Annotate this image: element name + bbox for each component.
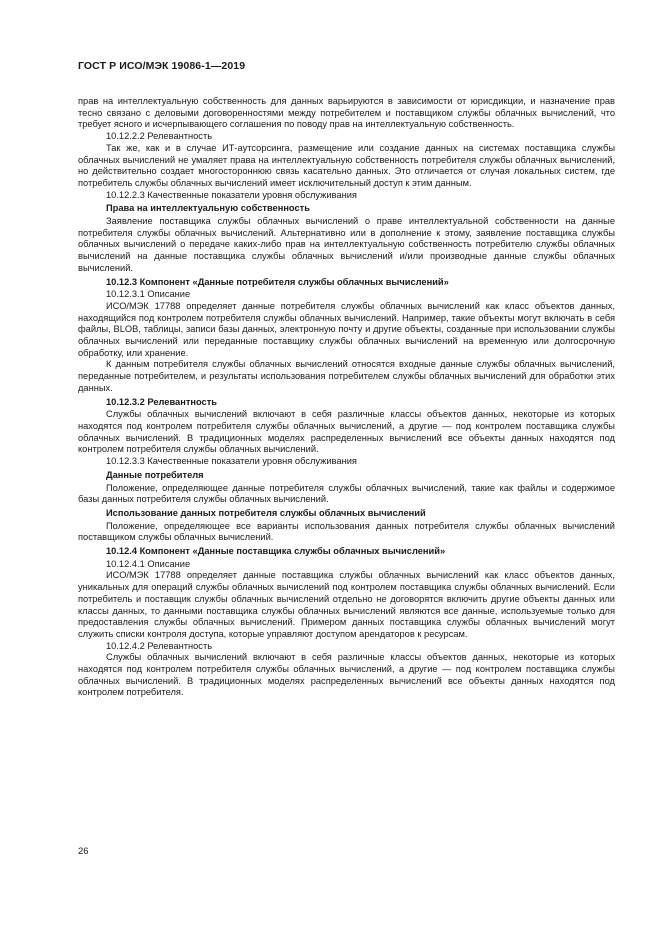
paragraph: Так же, как и в случае ИТ-аутсорсинга, размещение или создание данных на системах поставщика службы облачных вычислений не умаляет права на интеллектуальную собственность потребителя службы облачных вычислений, но действительно создает многостороннюю связь касательно данных. Это отличается от случая локальных систем, где потребитель службы облачных вычислений имеет исключительный доступ к этим данным. [78, 142, 615, 188]
subsection-heading: 10.12.3.1 Описание [106, 289, 191, 300]
section-heading: 10.12.4 Компонент «Данные поставщика службы облачных вычислений» [106, 546, 446, 557]
subsection-heading: 10.12.4.1 Описание [106, 558, 191, 569]
subsection-heading: 10.12.2.2 Релевантность [106, 131, 213, 142]
paragraph: Заявление поставщика службы облачных вычислений о праве интеллектуальной собственности на данные потребителя службы облачных вычислений. Альтернативно или в дополнение к этому, заявление поставщика службы облачных вычислений о передаче каких-либо прав на интеллектуальную собственность потребителю службы облачных вычислений на данные поставщика службы облачных вычислений и/или производные данные службы облачных вычислений. [78, 216, 615, 273]
paragraph: К данным потребителя службы облачных вычислений относятся входные данные службы облачных вычислений, переданные потребителем, и результаты использования потребителем службы облачных вычислений для обработки этих данных. [78, 359, 615, 393]
paragraph: ИСО/МЭК 17788 определяет данные потребителя службы облачных вычислений как класс объектов данных, находящийся под контролем потребителя службы облачных вычислений. Например, такие объекты могут включать в себя файлы, BLOB, таблицы, записи базы данных, электронную почту и другие объекты, созданные при использовании службы облачных вычислений или переданные поставщику службы облачных вычислений на временную или долгосрочную обработку, или хранение. [78, 300, 615, 358]
paragraph: ИСО/МЭК 17788 определяет данные поставщика службы облачных вычислений как класс объектов данных, уникальных для операций службы облачных вычислений под контролем поставщика службы облачных вычислений. Если потребитель и поставщик службы облачных вычислений отдельно не договорятся включить другие объекты данных или классы данных, то данными поставщика службы облачных вычислений являются все данные, используемые только для предоставления службы облачных вычислений. Примером данных поставщика службы облачных вычислений могут служить списки контроля доступа, которые управляют доступом арендаторов к ресурсам. [78, 570, 615, 639]
page-number: 26 [78, 846, 89, 857]
paragraph: Службы облачных вычислений включают в себя различные классы объектов данных, некоторые из которых находятся под контролем потребителя службы облачных вычислений, а другие — под контролем поставщика службы облачных вычислений. В традиционных моделях распределенных вычислений все объекты данных находятся под контролем потребителя. [78, 652, 615, 698]
document-header: ГОСТ Р ИСО/МЭК 19086-1—2019 [78, 60, 246, 72]
bold-heading: Права на интеллектуальную собственность [106, 203, 310, 214]
paragraph: Положение, определяющее данные потребителя службы облачных вычислений, такие как файлы и содержимое базы данных потребителя службы облачных вычислений. [78, 482, 615, 505]
paragraph: Службы облачных вычислений включают в себя различные классы объектов данных, некоторые из которых находятся под контролем потребителя службы облачных вычислений, а другие — под контролем поставщика службы облачных вычислений. В традиционных моделях распределенных вычислений все объекты данных находятся под контролем потребителя службы облачных вычислений. [78, 409, 615, 455]
subsection-heading: 10.12.4.2 Релевантность [106, 640, 213, 651]
document-body [78, 96, 615, 699]
subsection-heading: 10.12.3.3 Качественные показатели уровня обслуживания [106, 456, 357, 467]
section-heading: 10.12.3 Компонент «Данные потребителя службы облачных вычислений» [106, 276, 449, 287]
subsection-heading: 10.12.2.3 Качественные показатели уровня обслуживания [106, 189, 357, 200]
bold-heading: Данные потребителя [106, 469, 204, 480]
bold-heading: Использование данных потребителя службы облачных вычислений [106, 507, 426, 518]
paragraph: Положение, определяющее все варианты использования данных потребителя службы облачных вычислений поставщиком службы облачных вычислений. [78, 520, 615, 543]
section-heading: 10.12.3.2 Релевантность [106, 396, 217, 407]
paragraph: прав на интеллектуальную собственность для данных варьируются в зависимости от юрисдикции, и назначение прав тесно связано с деловыми договоренностями между потребителем и поставщиком службы облачных вычислений, что требует ясного и исчерпывающего соглашения по поводу прав на интеллектуальную собственность. [78, 96, 615, 130]
